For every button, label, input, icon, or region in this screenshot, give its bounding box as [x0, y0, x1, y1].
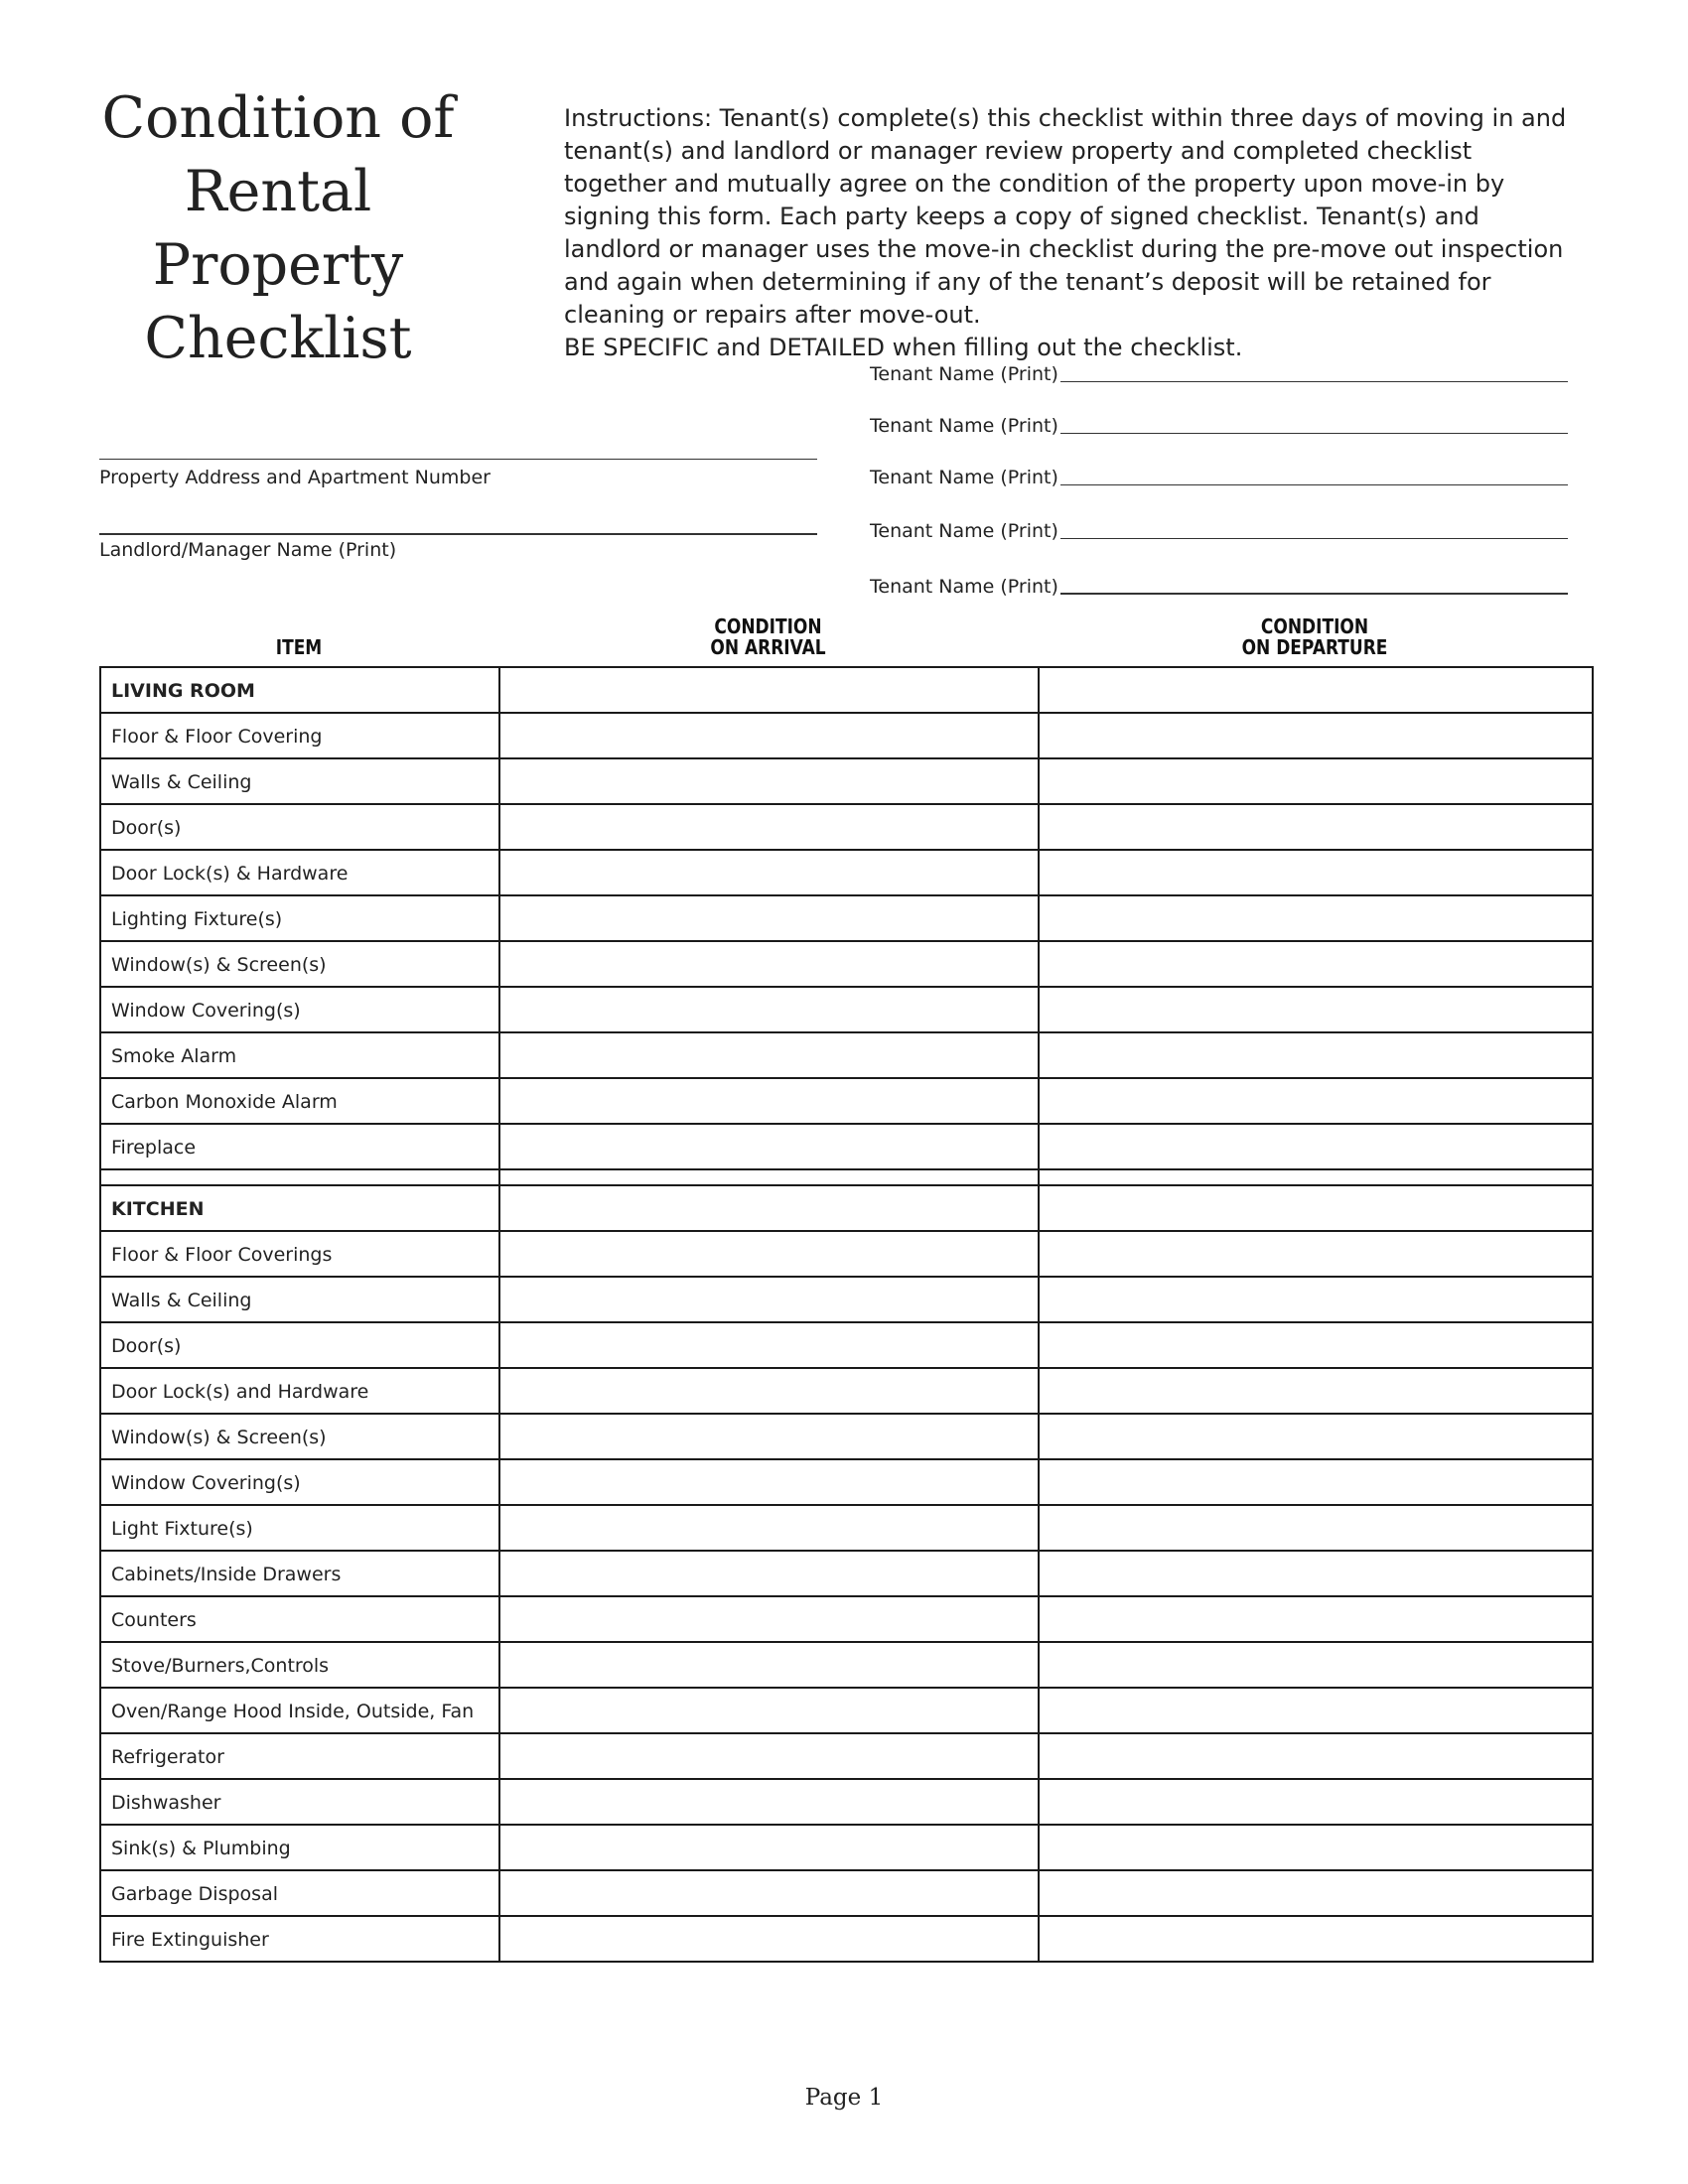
- departure-condition-cell[interactable]: [1039, 1870, 1593, 1916]
- title-line: Property: [152, 232, 404, 298]
- arrival-condition-cell[interactable]: [499, 1032, 1039, 1078]
- tenant-name-field-4[interactable]: [870, 514, 1568, 542]
- departure-condition-cell[interactable]: [1039, 1916, 1593, 1962]
- item-name: Garbage Disposal: [100, 1870, 499, 1916]
- item-name: Fireplace: [100, 1124, 499, 1169]
- arrival-condition-cell[interactable]: [499, 1368, 1039, 1414]
- item-name: Lighting Fixture(s): [100, 895, 499, 941]
- table-row: [100, 1277, 1593, 1322]
- landlord-name-line[interactable]: [99, 533, 817, 535]
- item-name: Window(s) & Screen(s): [100, 941, 499, 987]
- tenant-name-label: Tenant Name (Print): [870, 415, 1058, 437]
- item-name: Oven/Range Hood Inside, Outside, Fan: [100, 1688, 499, 1733]
- table-row: [100, 1733, 1593, 1779]
- table-row: [100, 1779, 1593, 1825]
- departure-condition-cell[interactable]: [1039, 1825, 1593, 1870]
- instructions-emphasis: BE SPECIFIC and DETAILED when filling out the checklist.: [564, 334, 1243, 361]
- page-number: Page 1: [804, 2085, 884, 2111]
- tenant-name-field-5[interactable]: [870, 570, 1568, 598]
- arrival-condition-cell[interactable]: [499, 1733, 1039, 1779]
- item-name: Door Lock(s) and Hardware: [100, 1368, 499, 1414]
- table-row: [100, 1870, 1593, 1916]
- table-row: [100, 1368, 1593, 1414]
- table-row: [100, 1596, 1593, 1642]
- arrival-condition-cell[interactable]: [499, 850, 1039, 895]
- item-name: Refrigerator: [100, 1733, 499, 1779]
- table-row: [100, 1322, 1593, 1368]
- item-name: Door(s): [100, 1322, 499, 1368]
- arrival-condition-cell[interactable]: [499, 1277, 1039, 1322]
- item-name: Window Covering(s): [100, 987, 499, 1032]
- checklist-body: [100, 667, 1593, 1962]
- arrival-condition-cell[interactable]: [499, 1231, 1039, 1277]
- departure-condition-cell[interactable]: [1039, 804, 1593, 850]
- arrival-condition-cell[interactable]: [499, 1551, 1039, 1596]
- tenant-name-label: Tenant Name (Print): [870, 576, 1058, 598]
- column-header-text: CONDITION: [1260, 614, 1369, 638]
- departure-condition-cell[interactable]: [1039, 941, 1593, 987]
- table-row: [100, 758, 1593, 804]
- departure-condition-cell[interactable]: [1039, 1277, 1593, 1322]
- column-header-text: ON ARRIVAL: [710, 635, 826, 659]
- tenant-name-line[interactable]: [1060, 433, 1568, 434]
- arrival-condition-cell[interactable]: [499, 667, 1039, 713]
- departure-condition-cell[interactable]: [1039, 667, 1593, 713]
- arrival-condition-cell[interactable]: [499, 1459, 1039, 1505]
- item-name: Door Lock(s) & Hardware: [100, 850, 499, 895]
- arrival-condition-cell[interactable]: [499, 713, 1039, 758]
- spacer-cell: [100, 1169, 499, 1185]
- table-row: [100, 1642, 1593, 1688]
- departure-condition-cell[interactable]: [1039, 1322, 1593, 1368]
- arrival-condition-cell[interactable]: [499, 1124, 1039, 1169]
- column-header-text: CONDITION: [714, 614, 822, 638]
- table-row: [100, 1688, 1593, 1733]
- departure-condition-cell[interactable]: [1039, 1231, 1593, 1277]
- item-name: Dishwasher: [100, 1779, 499, 1825]
- arrival-condition-cell[interactable]: [499, 804, 1039, 850]
- section-name: LIVING ROOM: [100, 667, 499, 713]
- tenant-name-line[interactable]: [1060, 381, 1568, 382]
- arrival-condition-cell[interactable]: [499, 1322, 1039, 1368]
- arrival-condition-cell[interactable]: [499, 758, 1039, 804]
- item-name: Door(s): [100, 804, 499, 850]
- item-name: Cabinets/Inside Drawers: [100, 1551, 499, 1596]
- table-row: [100, 1505, 1593, 1551]
- departure-condition-cell[interactable]: [1039, 1733, 1593, 1779]
- departure-condition-cell[interactable]: [1039, 895, 1593, 941]
- item-name: Stove/Burners,Controls: [100, 1642, 499, 1688]
- departure-condition-cell[interactable]: [1039, 713, 1593, 758]
- table-row: [100, 1124, 1593, 1169]
- arrival-condition-cell[interactable]: [499, 1414, 1039, 1459]
- table-row: [100, 1032, 1593, 1078]
- departure-condition-cell[interactable]: [1039, 1459, 1593, 1505]
- arrival-condition-cell[interactable]: [499, 1825, 1039, 1870]
- item-name: Sink(s) & Plumbing: [100, 1825, 499, 1870]
- landlord-name-label: Landlord/Manager Name (Print): [99, 539, 397, 561]
- tenant-name-line[interactable]: [1060, 538, 1568, 539]
- table-row: [100, 1459, 1593, 1505]
- item-name: Light Fixture(s): [100, 1505, 499, 1551]
- table-row: [100, 804, 1593, 850]
- arrival-condition-cell[interactable]: [499, 1870, 1039, 1916]
- item-name: Walls & Ceiling: [100, 758, 499, 804]
- tenant-name-field-3[interactable]: [870, 461, 1568, 488]
- item-name: Window(s) & Screen(s): [100, 1414, 499, 1459]
- table-row: [100, 1825, 1593, 1870]
- form-title: [79, 81, 477, 375]
- item-name: Fire Extinguisher: [100, 1916, 499, 1962]
- table-row: [100, 1551, 1593, 1596]
- arrival-condition-cell[interactable]: [499, 1185, 1039, 1231]
- spacer-cell: [499, 1169, 1039, 1185]
- property-address-label: Property Address and Apartment Number: [99, 467, 491, 488]
- column-header-text: ITEM: [275, 635, 323, 659]
- arrival-condition-cell[interactable]: [499, 895, 1039, 941]
- column-header-arrival: [539, 616, 998, 658]
- item-name: Walls & Ceiling: [100, 1277, 499, 1322]
- title-line: Checklist: [144, 306, 412, 371]
- table-row: [100, 1231, 1593, 1277]
- departure-condition-cell[interactable]: [1039, 1779, 1593, 1825]
- tenant-name-line[interactable]: [1060, 593, 1568, 595]
- column-header-departure: [1079, 616, 1550, 658]
- item-name: Carbon Monoxide Alarm: [100, 1078, 499, 1124]
- departure-condition-cell[interactable]: [1039, 758, 1593, 804]
- tenant-name-label: Tenant Name (Print): [870, 520, 1058, 542]
- item-name: Floor & Floor Covering: [100, 713, 499, 758]
- item-name: Window Covering(s): [100, 1459, 499, 1505]
- section-header-row: [100, 1185, 1593, 1231]
- section-spacer-row: [100, 1169, 1593, 1185]
- departure-condition-cell[interactable]: [1039, 1505, 1593, 1551]
- table-row: [100, 941, 1593, 987]
- tenant-name-line[interactable]: [1060, 484, 1568, 485]
- departure-condition-cell[interactable]: [1039, 850, 1593, 895]
- table-row: [100, 1916, 1593, 1962]
- departure-condition-cell[interactable]: [1039, 1124, 1593, 1169]
- item-name: Smoke Alarm: [100, 1032, 499, 1078]
- departure-condition-cell[interactable]: [1039, 1642, 1593, 1688]
- condition-checklist-table: [99, 666, 1594, 1963]
- arrival-condition-cell[interactable]: [499, 1779, 1039, 1825]
- departure-condition-cell[interactable]: [1039, 1185, 1593, 1231]
- spacer-cell: [1039, 1169, 1593, 1185]
- table-row: [100, 713, 1593, 758]
- arrival-condition-cell[interactable]: [499, 987, 1039, 1032]
- tenant-name-label: Tenant Name (Print): [870, 467, 1058, 488]
- column-header-item: [129, 637, 469, 658]
- arrival-condition-cell[interactable]: [499, 1505, 1039, 1551]
- tenant-name-field-2[interactable]: [870, 409, 1568, 437]
- title-line: Condition of: [101, 85, 455, 151]
- departure-condition-cell[interactable]: [1039, 1368, 1593, 1414]
- arrival-condition-cell[interactable]: [499, 1688, 1039, 1733]
- arrival-condition-cell[interactable]: [499, 1916, 1039, 1962]
- tenant-name-label: Tenant Name (Print): [870, 363, 1058, 385]
- instructions-block: [564, 102, 1567, 364]
- column-header-text: ON DEPARTURE: [1241, 635, 1388, 659]
- table-row: [100, 987, 1593, 1032]
- arrival-condition-cell[interactable]: [499, 1596, 1039, 1642]
- property-address-line[interactable]: [99, 459, 817, 460]
- departure-condition-cell[interactable]: [1039, 1688, 1593, 1733]
- instructions-text: Instructions: Tenant(s) complete(s) this checklist within three days of moving in and tenant(s) and landlord or manager review property and completed checklist together and mutually agree on the condition of the property upon move-in by signing this form. Each party keeps a copy of signed checklist. Tenant(s) and landlord or manager uses the move-in checklist during the pre-move out inspection and again when determining if any of the tenant’s deposit will be retained for cleaning or repairs after move-out.: [564, 104, 1567, 329]
- title-line: Rental: [184, 159, 372, 224]
- table-row: [100, 850, 1593, 895]
- arrival-condition-cell[interactable]: [499, 1642, 1039, 1688]
- arrival-condition-cell[interactable]: [499, 941, 1039, 987]
- section-name: KITCHEN: [100, 1185, 499, 1231]
- table-row: [100, 1078, 1593, 1124]
- table-row: [100, 1414, 1593, 1459]
- departure-condition-cell[interactable]: [1039, 1596, 1593, 1642]
- tenant-name-field-1[interactable]: [870, 357, 1568, 385]
- departure-condition-cell[interactable]: [1039, 1414, 1593, 1459]
- departure-condition-cell[interactable]: [1039, 987, 1593, 1032]
- section-header-row: [100, 667, 1593, 713]
- arrival-condition-cell[interactable]: [499, 1078, 1039, 1124]
- departure-condition-cell[interactable]: [1039, 1078, 1593, 1124]
- item-name: Counters: [100, 1596, 499, 1642]
- departure-condition-cell[interactable]: [1039, 1032, 1593, 1078]
- item-name: Floor & Floor Coverings: [100, 1231, 499, 1277]
- departure-condition-cell[interactable]: [1039, 1551, 1593, 1596]
- table-row: [100, 895, 1593, 941]
